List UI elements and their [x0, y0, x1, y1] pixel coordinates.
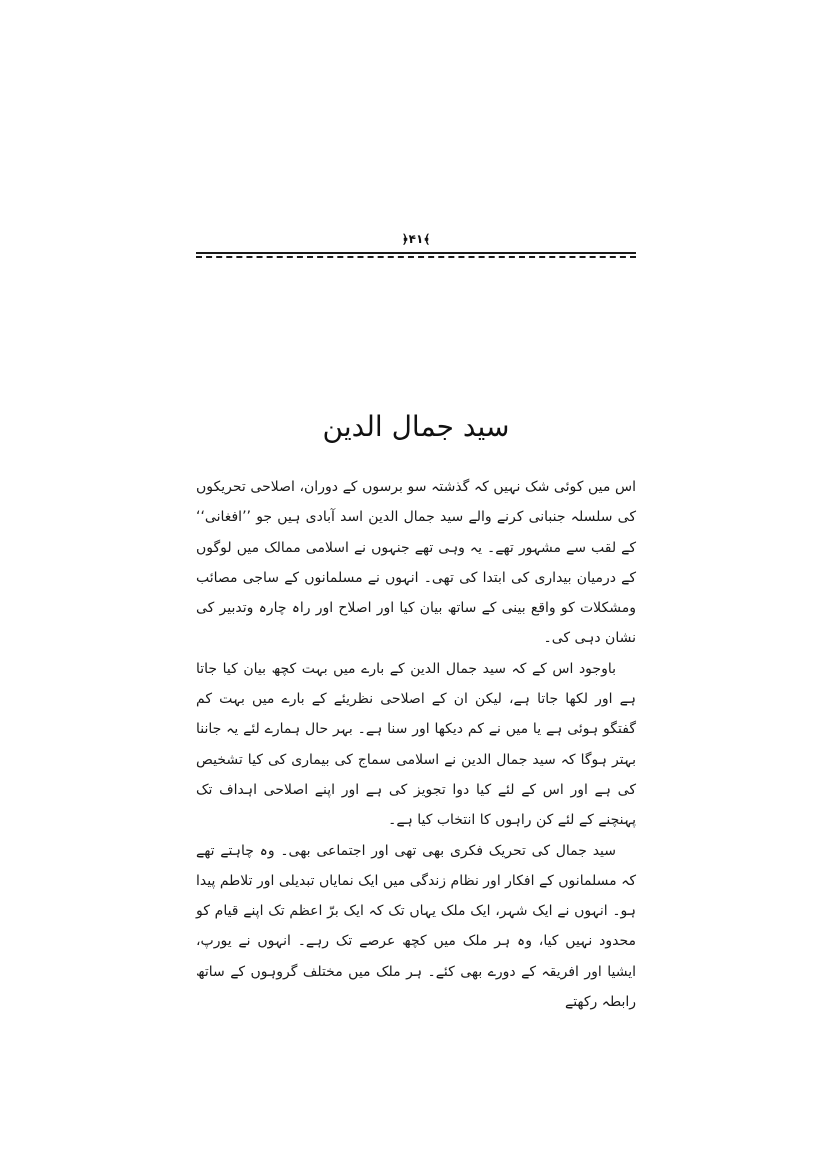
paragraph-3: سید جمال کی تحریک فکری بھی تھی اور اجتماعی بھی۔ وہ چاہتے تھے کہ مسلمانوں کے افکار اور نظام زندگی میں ایک نمایاں تبدیلی اور تلاطم پیدا ہو۔ انہوں نے ایک شہر، ایک ملک یہاں تک کہ ایک برّ اعظم تک اپنے قیام کو محدود نہیں کیا، وہ ہر ملک میں کچھ عرصے تک رہے۔ انہوں نے یورپ، ایشیا اور افریقہ کے دورے بھی کئے۔ ہر ملک میں مختلف گروہوں کے ساتھ رابطہ رکھتے [196, 842, 636, 1011]
header-rule-dashed [196, 256, 636, 258]
page-header [196, 228, 636, 248]
paragraph-1: اس میں کوئی شک نہیں کہ گذشتہ سو برسوں کے دوران، اصلاحی تحریکوں کی سلسلہ جنبانی کرنے والے سید جمال الدین اسد آبادی ہیں جو ’’افغانی‘‘ کے لقب سے مشہور تھے۔ یہ وہی تھے جنہوں نے اسلامی ممالک میں لوگوں کے درمیان بیداری کی ابتدا کی تھی۔ انہوں نے مسلمانوں کے ساجی مصائب ومشکلات کو واقع بینی کے ساتھ بیان کیا اور اصلاح اور راہ چارہ وتدبیر کی نشان دہی کی۔ [196, 479, 636, 647]
header-rule-solid [196, 252, 636, 254]
body-text [196, 472, 636, 1017]
paragraph-2: باوجود اس کے کہ سید جمال الدین کے بارے میں بہت کچھ بیان کیا جاتا ہے اور لکھا جاتا ہے، لیکن ان کے اصلاحی نظریئے کے بارے میں بہت کم گفتگو ہوئی ہے یا میں نے کم دیکھا اور سنا ہے۔ بہر حال ہمارے لئے یہ جاننا بہتر ہوگا کہ سید جمال الدین نے اسلامی سماج کی بیماری کی کیا تشخیص کی ہے اور اس کے لئے کیا دوا تجویز کی ہے اور اپنے اصلاحی اہداف تک پہنچنے کے لئے کن راہوں کا انتخاب کیا ہے۔ [196, 660, 636, 829]
header-divider [196, 252, 636, 259]
page-number: ﴿۴۱﴾ [401, 232, 431, 246]
chapter-title: سید جمال الدین [322, 410, 510, 443]
